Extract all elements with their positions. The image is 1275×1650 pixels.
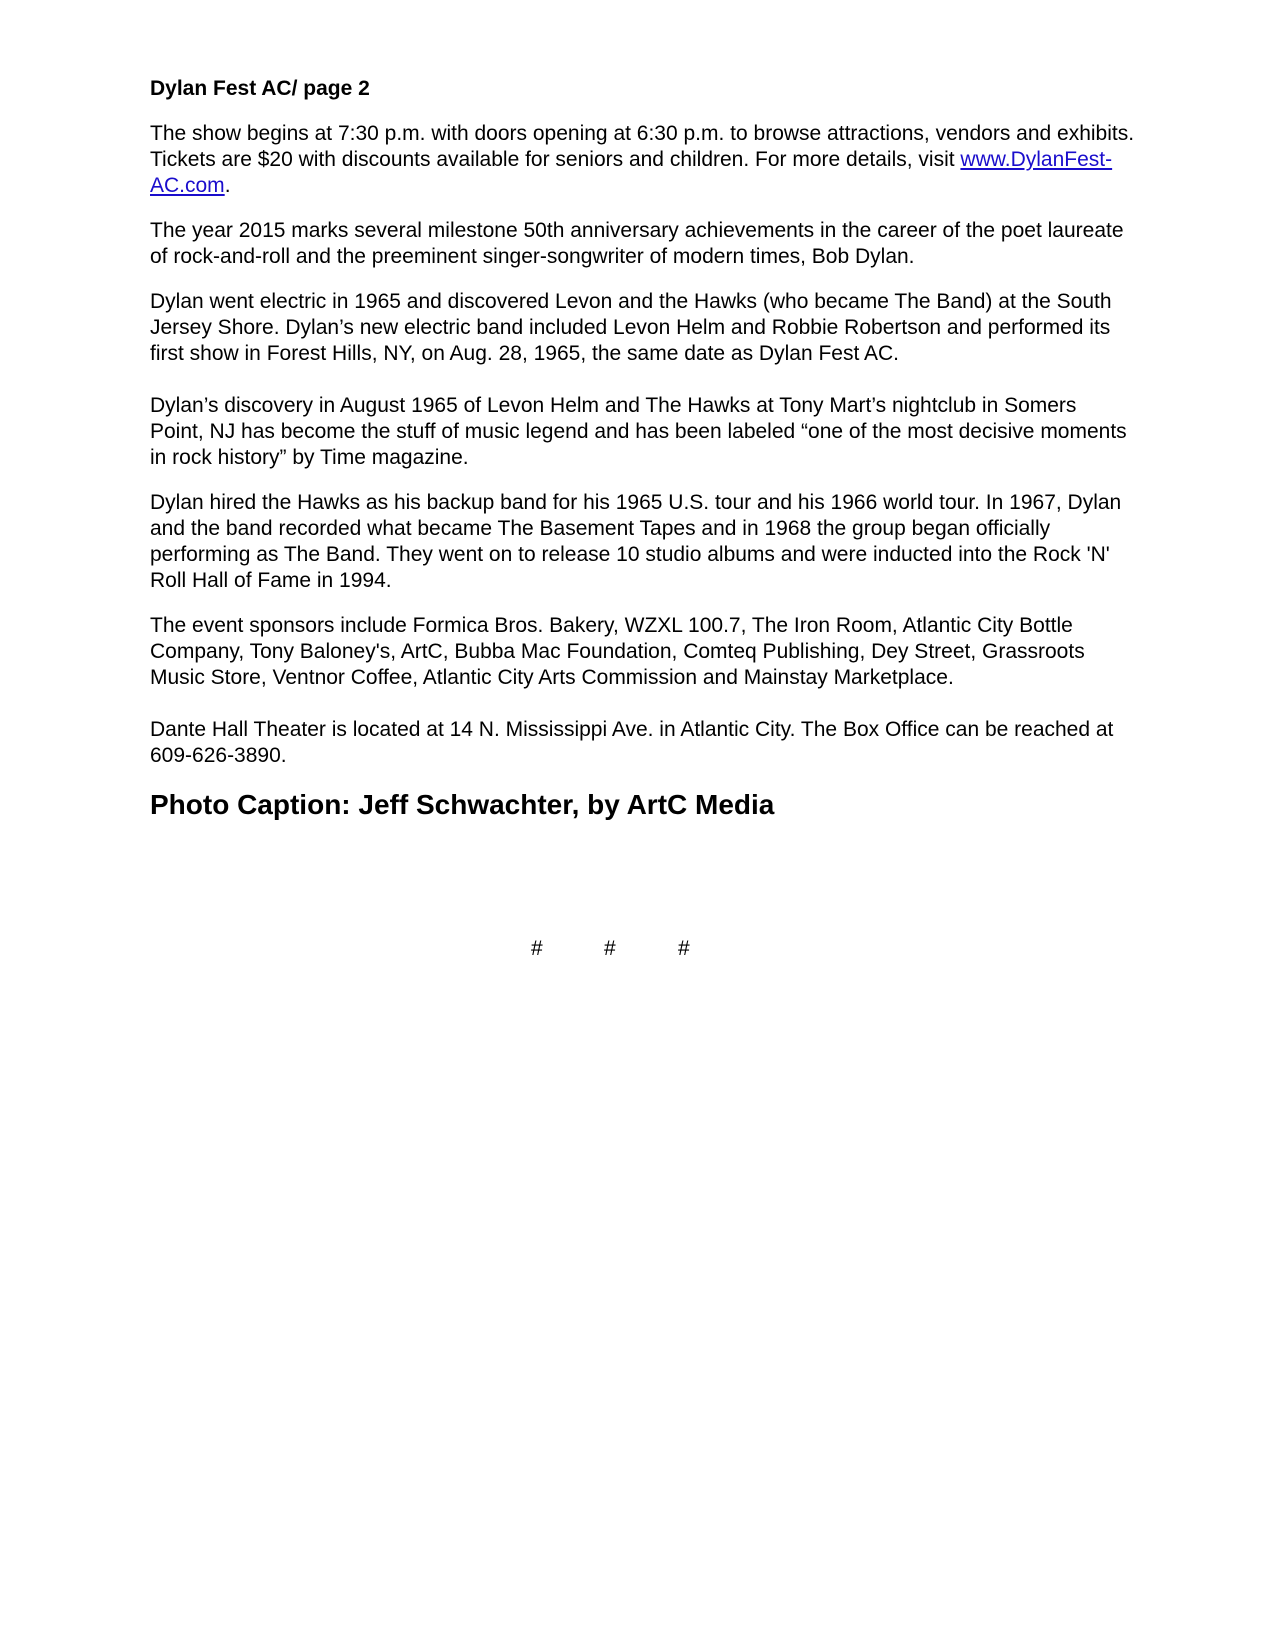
paragraph-anniversary: The year 2015 marks several milestone 50th anniversary achievements in the career of the poet laureate of rock-and-roll and the preeminent singer-songwriter of modern times, Bob Dylan. (150, 219, 1124, 268)
dylanfest-website-link[interactable]: www.DylanFest-AC.com (150, 148, 1113, 197)
document-page (150, 76, 1135, 960)
paragraph-hawks-history: Dylan hired the Hawks as his backup band for his 1965 U.S. tour and his 1966 world tour. In 1967, Dylan and the band recorded what became The Basement Tapes and in 1968 the group began officially performing as The Band. They went on to release 10 studio albums and were inducted into the Rock 'N' Roll Hall of Fame in 1994. (150, 491, 1122, 592)
paragraph-venue-info: Dante Hall Theater is located at 14 N. Mississippi Ave. in Atlantic City. The Box Office can be reached at 609-626-3890. (150, 718, 1114, 767)
show-details-end: . (224, 174, 231, 197)
photo-caption: Photo Caption: Jeff Schwachter, by ArtC Media (150, 789, 775, 820)
end-mark: # (678, 937, 690, 960)
show-details-text: The show begins at 7:30 p.m. with doors opening at 6:30 p.m. to browse attractions, vendors and exhibits. Tickets are $20 with discounts available for seniors and children. For more details, visit (150, 122, 1135, 171)
paragraph-sponsors: The event sponsors include Formica Bros. Bakery, WZXL 100.7, The Iron Room, Atlantic City Bottle Company, Tony Baloney's, ArtC, Bubba Mac Foundation, Comteq Publishing, Dey Street, Grassroots Music Store, Ventnor Coffee, Atlantic City Arts Commission and Mainstay Marketplace. (150, 614, 1085, 689)
paragraph-discovery: Dylan’s discovery in August 1965 of Levon Helm and The Hawks at Tony Mart’s nightclub in Somers Point, NJ has become the stuff of music legend and has been labeled “one of the most decisive moments in rock history” by Time magazine. (150, 394, 1127, 469)
paragraph-went-electric: Dylan went electric in 1965 and discovered Levon and the Hawks (who became The Band) at the South Jersey Shore. Dylan’s new electric band included Levon Helm and Robbie Robertson and performed its first show in Forest Hills, NY, on Aug. 28, 1965, the same date as Dylan Fest AC. (150, 290, 1112, 365)
end-mark: # (531, 937, 543, 960)
page-header: Dylan Fest AC/ page 2 (150, 77, 370, 100)
end-mark: # (604, 937, 616, 960)
paragraph-show-details (150, 121, 1135, 199)
